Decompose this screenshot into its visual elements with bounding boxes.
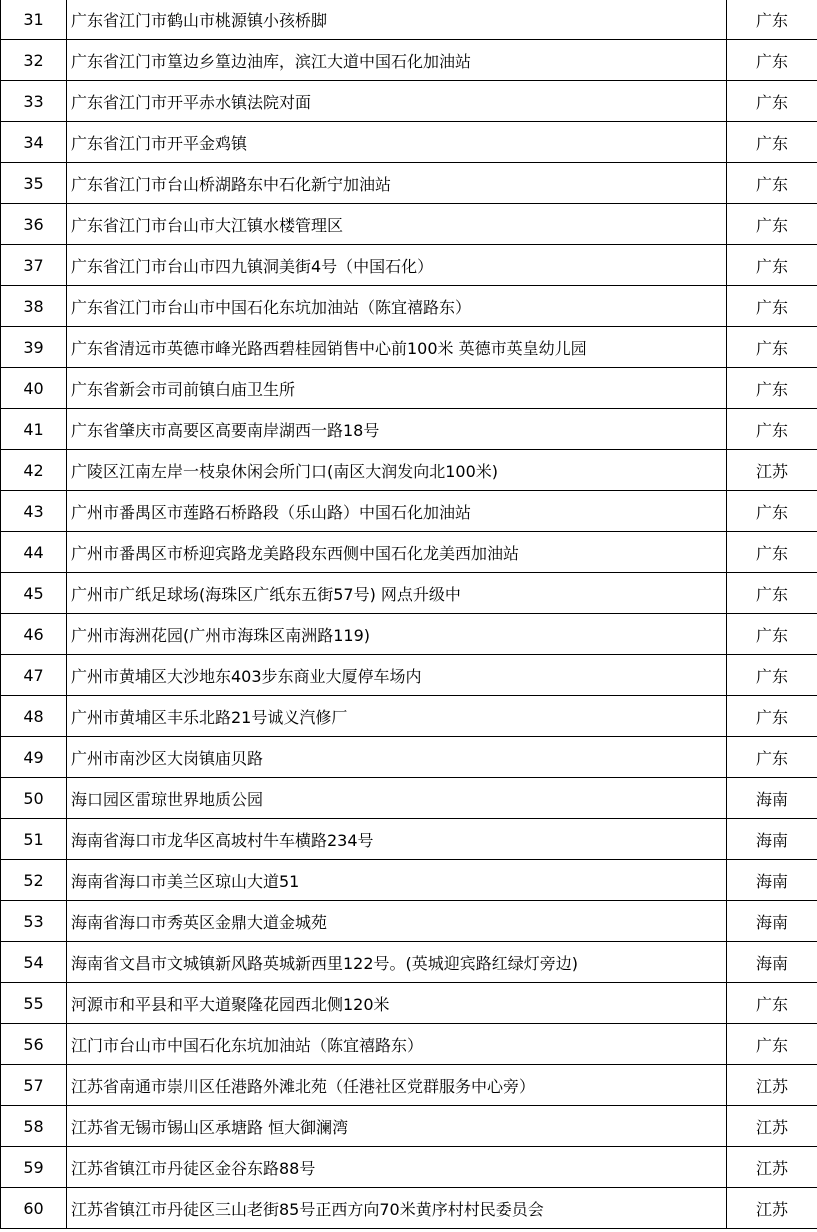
row-address: 广东省江门市篁边乡篁边油库，滨江大道中国石化加油站 <box>67 40 727 81</box>
row-number: 34 <box>1 122 67 163</box>
row-number: 38 <box>1 286 67 327</box>
row-province: 广东 <box>727 0 817 40</box>
row-address: 广东省江门市台山桥湖路东中石化新宁加油站 <box>67 163 727 204</box>
row-address: 广东省江门市台山市大江镇水楼管理区 <box>67 204 727 245</box>
row-province: 江苏 <box>727 1188 817 1229</box>
table-row <box>1 40 817 81</box>
row-province: 广东 <box>727 409 817 450</box>
table-row <box>1 1188 817 1229</box>
row-address: 广州市黄埔区大沙地东403步东商业大厦停车场内 <box>67 655 727 696</box>
table-row <box>1 860 817 901</box>
table-row <box>1 327 817 368</box>
row-number: 44 <box>1 532 67 573</box>
row-number: 57 <box>1 1065 67 1106</box>
table-row <box>1 655 817 696</box>
row-address: 广州市番禺区市莲路石桥路段（乐山路）中国石化加油站 <box>67 491 727 532</box>
row-number: 42 <box>1 450 67 491</box>
row-province: 江苏 <box>727 1065 817 1106</box>
row-address: 广州市海洲花园(广州市海珠区南洲路119) <box>67 614 727 655</box>
row-number: 46 <box>1 614 67 655</box>
row-province: 江苏 <box>727 1106 817 1147</box>
row-number: 31 <box>1 0 67 40</box>
row-number: 32 <box>1 40 67 81</box>
row-address: 广东省肇庆市高要区高要南岸湖西一路18号 <box>67 409 727 450</box>
row-address: 江苏省无锡市锡山区承塘路 恒大御澜湾 <box>67 1106 727 1147</box>
table-row <box>1 819 817 860</box>
row-number: 59 <box>1 1147 67 1188</box>
row-address: 海南省文昌市文城镇新风路英城新西里122号。(英城迎宾路红绿灯旁边) <box>67 942 727 983</box>
row-province: 广东 <box>727 1024 817 1065</box>
row-address: 广东省江门市开平赤水镇法院对面 <box>67 81 727 122</box>
row-number: 41 <box>1 409 67 450</box>
table-row <box>1 450 817 491</box>
row-address: 江苏省镇江市丹徒区三山老街85号正西方向70米黄序村村民委员会 <box>67 1188 727 1229</box>
row-province: 海南 <box>727 819 817 860</box>
row-number: 60 <box>1 1188 67 1229</box>
row-number: 54 <box>1 942 67 983</box>
row-address: 广东省江门市台山市四九镇洞美街4号（中国石化） <box>67 245 727 286</box>
row-number: 40 <box>1 368 67 409</box>
row-number: 53 <box>1 901 67 942</box>
table-row <box>1 1147 817 1188</box>
row-address: 广州市南沙区大岗镇庙贝路 <box>67 737 727 778</box>
table-row <box>1 942 817 983</box>
row-number: 52 <box>1 860 67 901</box>
row-address: 江苏省镇江市丹徒区金谷东路88号 <box>67 1147 727 1188</box>
row-address: 海口园区雷琼世界地质公园 <box>67 778 727 819</box>
row-province: 广东 <box>727 983 817 1024</box>
row-number: 58 <box>1 1106 67 1147</box>
table-row <box>1 409 817 450</box>
row-province: 广东 <box>727 163 817 204</box>
table-row <box>1 1065 817 1106</box>
row-number: 49 <box>1 737 67 778</box>
row-province: 广东 <box>727 286 817 327</box>
row-address: 广州市番禺区市桥迎宾路龙美路段东西侧中国石化龙美西加油站 <box>67 532 727 573</box>
row-address: 广东省新会市司前镇白庙卫生所 <box>67 368 727 409</box>
row-province: 广东 <box>727 532 817 573</box>
row-province: 海南 <box>727 942 817 983</box>
table-row <box>1 573 817 614</box>
row-province: 广东 <box>727 245 817 286</box>
row-province: 广东 <box>727 737 817 778</box>
table-row <box>1 81 817 122</box>
row-address: 广州市广纸足球场(海珠区广纸东五街57号) 网点升级中 <box>67 573 727 614</box>
row-province: 广东 <box>727 573 817 614</box>
table-body <box>1 0 817 1229</box>
table-row <box>1 204 817 245</box>
table-row <box>1 778 817 819</box>
row-address: 广东省江门市台山市中国石化东坑加油站（陈宜禧路东） <box>67 286 727 327</box>
row-province: 海南 <box>727 860 817 901</box>
table-row <box>1 532 817 573</box>
row-address: 江门市台山市中国石化东坑加油站（陈宜禧路东） <box>67 1024 727 1065</box>
row-number: 45 <box>1 573 67 614</box>
row-address: 广东省江门市开平金鸡镇 <box>67 122 727 163</box>
table-row <box>1 696 817 737</box>
row-address: 广州市黄埔区丰乐北路21号诚义汽修厂 <box>67 696 727 737</box>
row-province: 江苏 <box>727 450 817 491</box>
table-row <box>1 1024 817 1065</box>
row-province: 广东 <box>727 122 817 163</box>
row-address: 广东省清远市英德市峰光路西碧桂园销售中心前100米 英德市英皇幼儿园 <box>67 327 727 368</box>
row-number: 37 <box>1 245 67 286</box>
table-row <box>1 737 817 778</box>
row-province: 广东 <box>727 204 817 245</box>
row-number: 55 <box>1 983 67 1024</box>
row-province: 广东 <box>727 655 817 696</box>
table-row <box>1 614 817 655</box>
table-row <box>1 901 817 942</box>
table-row <box>1 245 817 286</box>
row-address: 河源市和平县和平大道聚隆花园西北侧120米 <box>67 983 727 1024</box>
table-row <box>1 491 817 532</box>
table-row <box>1 122 817 163</box>
row-number: 33 <box>1 81 67 122</box>
row-address: 海南省海口市美兰区琼山大道51 <box>67 860 727 901</box>
row-province: 广东 <box>727 696 817 737</box>
row-address: 海南省海口市龙华区高坡村牛车横路234号 <box>67 819 727 860</box>
row-province: 广东 <box>727 368 817 409</box>
row-address: 广东省江门市鹤山市桃源镇小孩桥脚 <box>67 0 727 40</box>
table-row <box>1 368 817 409</box>
table-row <box>1 983 817 1024</box>
row-number: 39 <box>1 327 67 368</box>
table-row <box>1 1106 817 1147</box>
row-number: 50 <box>1 778 67 819</box>
row-province: 广东 <box>727 491 817 532</box>
row-province: 江苏 <box>727 1147 817 1188</box>
row-number: 36 <box>1 204 67 245</box>
row-province: 广东 <box>727 81 817 122</box>
row-province: 广东 <box>727 40 817 81</box>
row-province: 广东 <box>727 327 817 368</box>
table-row <box>1 286 817 327</box>
row-number: 48 <box>1 696 67 737</box>
row-number: 43 <box>1 491 67 532</box>
row-number: 51 <box>1 819 67 860</box>
row-number: 56 <box>1 1024 67 1065</box>
table-row <box>1 163 817 204</box>
row-number: 35 <box>1 163 67 204</box>
row-province: 海南 <box>727 778 817 819</box>
row-address: 广陵区江南左岸一枝泉休闲会所门口(南区大润发向北100米) <box>67 450 727 491</box>
table-row <box>1 0 817 40</box>
row-address: 海南省海口市秀英区金鼎大道金城苑 <box>67 901 727 942</box>
row-province: 广东 <box>727 614 817 655</box>
row-number: 47 <box>1 655 67 696</box>
row-province: 海南 <box>727 901 817 942</box>
row-address: 江苏省南通市崇川区任港路外滩北苑（任港社区党群服务中心旁） <box>67 1065 727 1106</box>
